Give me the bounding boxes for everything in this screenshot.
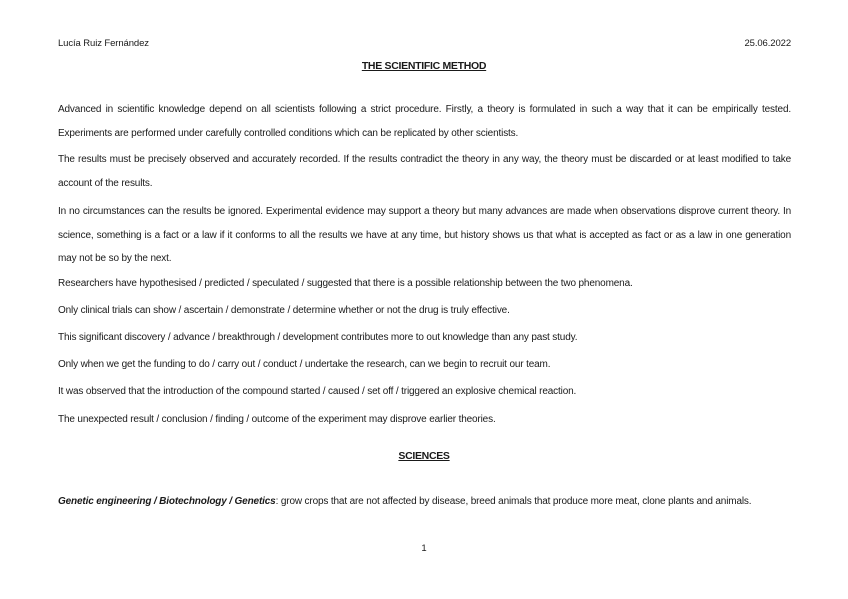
vocabulary-sentence: The unexpected result / conclusion / finding / outcome of the experiment may disprove earlier theories. — [58, 414, 496, 425]
science-description: : grow crops that are not affected by disease, breed animals that produce more meat, clone plants and animals. — [275, 496, 752, 507]
vocabulary-sentence: This significant discovery / advance / breakthrough / development contributes more to out knowledge than any past study. — [58, 332, 578, 343]
paragraph: The results must be precisely observed and accurately recorded. If the results contradict the theory in any way, the theory must be discarded or at least modified to take account of the results. — [58, 154, 791, 189]
science-term: Genetic engineering / Biotechnology / Genetics — [58, 496, 276, 507]
paragraph: Advanced in scientific knowledge depend on all scientists following a strict procedure. Firstly, a theory is formulated in such a way that it can be empirically tested. Experiments are performed under carefully controlled conditions which can be replicated by other scientists. — [58, 104, 791, 139]
science-item — [58, 490, 791, 514]
page-title: THE SCIENTIFIC METHOD — [361, 60, 487, 72]
vocabulary-sentence: It was observed that the introduction of the compound started / caused / set off / triggered an explosive chemical reaction. — [58, 386, 577, 397]
vocabulary-sentence: Only clinical trials can show / ascertain / demonstrate / determine whether or not the drug is truly effective. — [58, 305, 510, 316]
paragraph: In no circumstances can the results be ignored. Experimental evidence may support a theory but many advances are made when observations disprove current theory. In science, something is a fact or a law if it conforms to all the results we have at any time, but history shows us that what is accepted as fact or as a law in one generation may not be so by the next. — [58, 206, 791, 264]
vocabulary-sentence: Only when we get the funding to do / carry out / conduct / undertake the research, can we begin to recruit our team. — [58, 359, 551, 370]
author-name: Lucía Ruiz Fernández — [58, 38, 149, 49]
vocabulary-sentence: Researchers have hypothesised / predicted / speculated / suggested that there is a possible relationship between the two phenomena. — [58, 278, 633, 289]
document-date: 25.06.2022 — [744, 38, 791, 49]
page-number: 1 — [421, 543, 427, 554]
section-title: SCIENCES — [398, 450, 450, 462]
